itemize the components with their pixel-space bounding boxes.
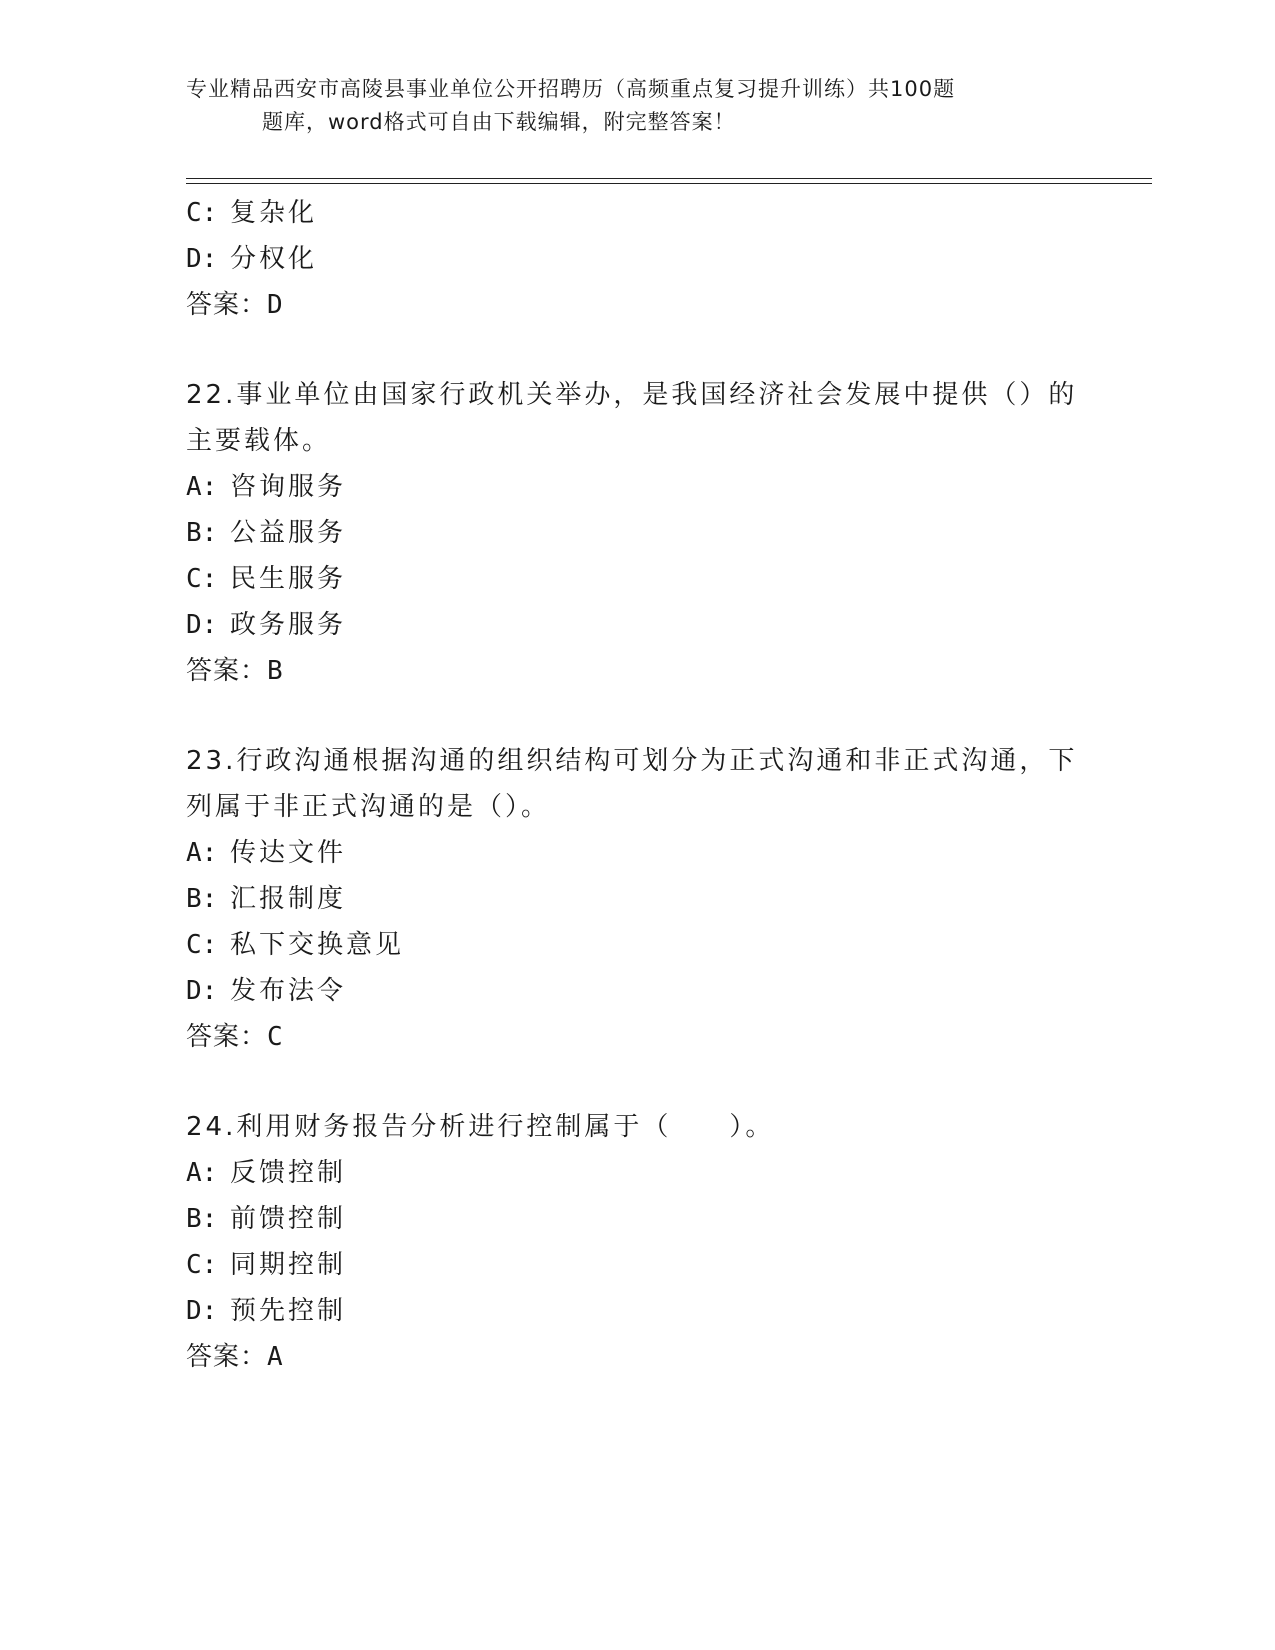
option-b — [186, 876, 1086, 922]
option-d — [186, 968, 1086, 1014]
option-text: 同期控制 — [230, 1250, 347, 1280]
option-key: A: — [186, 1158, 218, 1188]
document-body — [186, 190, 1086, 1380]
answer-value: A — [267, 1342, 284, 1372]
answer-value: D — [267, 290, 284, 320]
question-text-line-1: 24.利用财务报告分析进行控制属于（ ）。 — [186, 1112, 775, 1142]
option-d — [186, 236, 1086, 282]
answer-value: C — [267, 1022, 284, 1052]
option-text: 咨询服务 — [230, 472, 347, 502]
spacer — [186, 694, 1086, 738]
option-key: D: — [186, 976, 218, 1006]
option-text: 分权化 — [230, 244, 318, 274]
answer-label: 答案： — [186, 656, 268, 686]
option-text: 反馈控制 — [230, 1158, 347, 1188]
spacer — [186, 328, 1086, 372]
option-text: 政务服务 — [230, 610, 347, 640]
option-c — [186, 190, 1086, 236]
answer-value: B — [267, 656, 284, 686]
question-block-21-tail — [186, 190, 1086, 328]
option-b — [186, 510, 1086, 556]
question-block-23 — [186, 738, 1086, 1060]
option-text: 汇报制度 — [230, 884, 347, 914]
option-d — [186, 1288, 1086, 1334]
header-divider-bottom — [186, 183, 1152, 184]
option-key: D: — [186, 244, 218, 274]
option-d — [186, 602, 1086, 648]
option-b — [186, 1196, 1086, 1242]
option-key: C: — [186, 564, 218, 594]
answer-label: 答案： — [186, 1342, 268, 1372]
option-c — [186, 922, 1086, 968]
option-key: D: — [186, 610, 218, 640]
answer-line — [186, 282, 1086, 328]
header-title-line-2: 题库，word格式可自由下载编辑，附完整答案！ — [262, 110, 736, 134]
option-text: 发布法令 — [230, 976, 347, 1006]
option-text: 民生服务 — [230, 564, 347, 594]
option-text: 传达文件 — [230, 838, 347, 868]
document-header — [186, 73, 1086, 139]
option-c — [186, 1242, 1086, 1288]
header-title-line-1: 专业精品西安市高陵县事业单位公开招聘历（高频重点复习提升训练）共100题 — [186, 77, 956, 101]
option-key: A: — [186, 838, 218, 868]
option-key: B: — [186, 884, 218, 914]
answer-label: 答案： — [186, 290, 268, 320]
answer-line — [186, 1334, 1086, 1380]
option-text: 私下交换意见 — [230, 930, 405, 960]
option-a — [186, 830, 1086, 876]
option-a — [186, 464, 1086, 510]
option-key: C: — [186, 930, 218, 960]
answer-label: 答案： — [186, 1022, 268, 1052]
question-text-line-2: 主要载体。 — [186, 426, 332, 456]
option-key: A: — [186, 472, 218, 502]
question-block-22 — [186, 372, 1086, 694]
answer-line — [186, 1014, 1086, 1060]
option-c — [186, 556, 1086, 602]
option-key: C: — [186, 1250, 218, 1280]
option-text: 前馈控制 — [230, 1204, 347, 1234]
spacer — [186, 1060, 1086, 1104]
option-key: B: — [186, 518, 218, 548]
question-block-24 — [186, 1104, 1086, 1380]
option-a — [186, 1150, 1086, 1196]
option-text: 预先控制 — [230, 1296, 347, 1326]
option-text: 公益服务 — [230, 518, 347, 548]
question-text-line-1: 22.事业单位由国家行政机关举办，是我国经济社会发展中提供（）的 — [186, 380, 1078, 410]
question-text-line-1: 23.行政沟通根据沟通的组织结构可划分为正式沟通和非正式沟通，下 — [186, 746, 1078, 776]
option-key: C: — [186, 198, 218, 228]
option-key: B: — [186, 1204, 218, 1234]
question-text-line-2: 列属于非正式沟通的是（）。 — [186, 792, 551, 822]
option-key: D: — [186, 1296, 218, 1326]
option-text: 复杂化 — [230, 198, 318, 228]
answer-line — [186, 648, 1086, 694]
header-divider-top — [186, 178, 1152, 179]
